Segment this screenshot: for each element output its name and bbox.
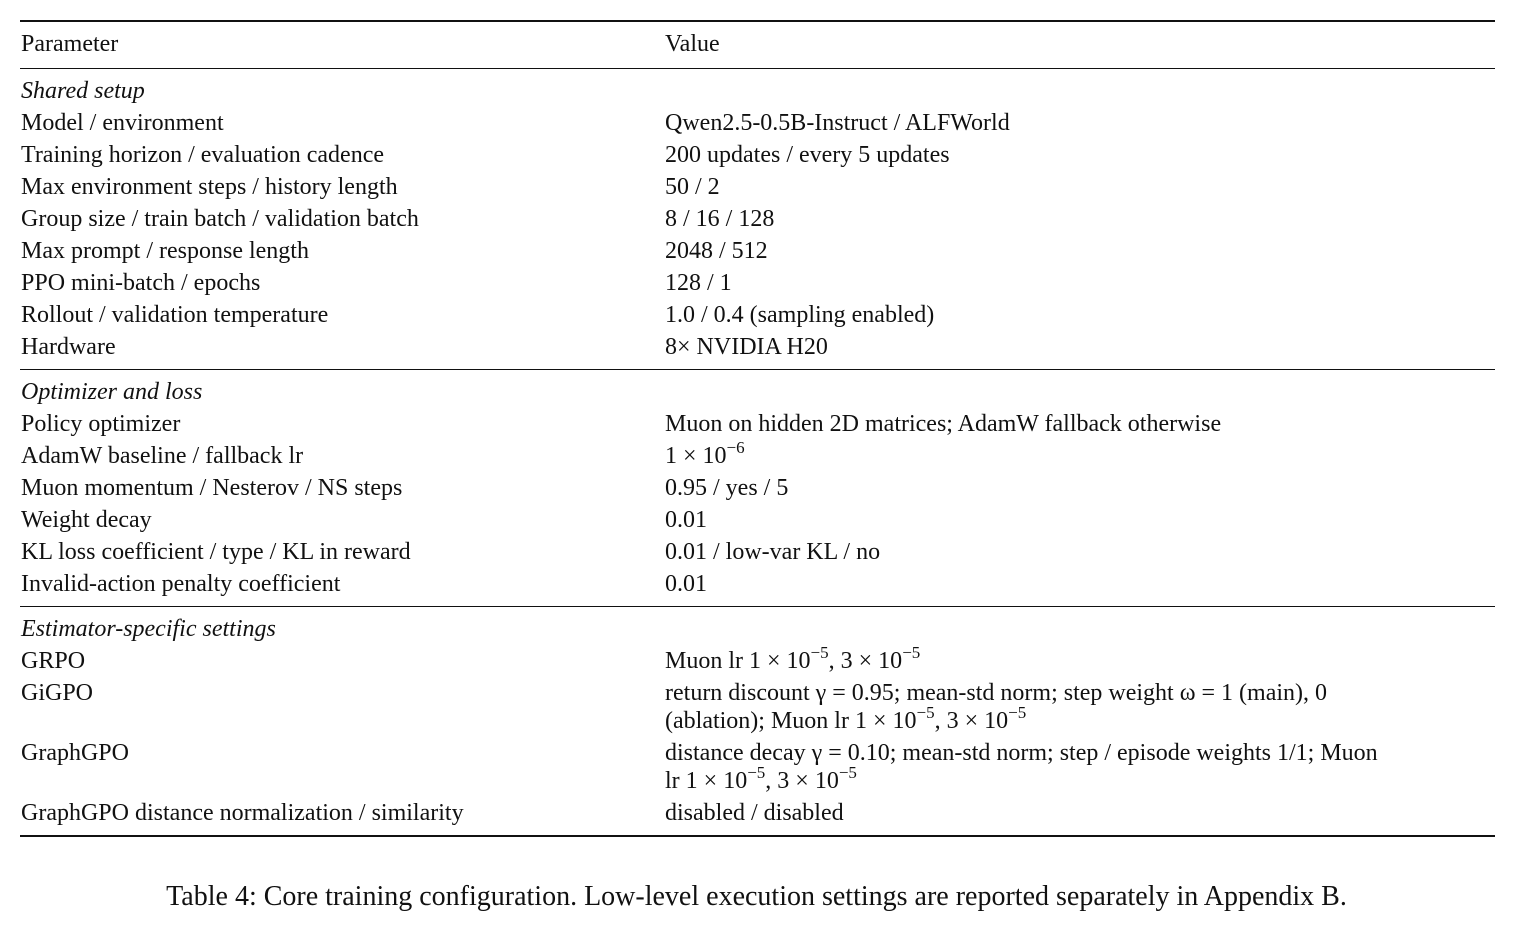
value-text: 1 × 10 bbox=[665, 443, 727, 469]
param-cell: GraphGPO distance normalization / similarity bbox=[21, 800, 464, 826]
param-cell: Rollout / validation temperature bbox=[21, 302, 329, 328]
table-row bbox=[20, 536, 1495, 568]
table-row bbox=[20, 645, 1495, 677]
section-title: Optimizer and loss bbox=[21, 379, 203, 405]
value-cell: 200 updates / every 5 updates bbox=[665, 142, 950, 168]
value-cell bbox=[664, 737, 1495, 797]
section-title: Shared setup bbox=[21, 78, 145, 104]
param-cell: PPO mini-batch / epochs bbox=[21, 270, 261, 296]
param-cell: Policy optimizer bbox=[21, 411, 181, 437]
config-table-container bbox=[20, 20, 1495, 837]
param-cell: Max prompt / response length bbox=[21, 238, 309, 264]
table-row bbox=[20, 408, 1495, 440]
section-title-row bbox=[20, 370, 1495, 408]
value-cell: 0.01 bbox=[665, 571, 707, 597]
param-cell: Hardware bbox=[21, 334, 116, 360]
value-cell bbox=[664, 645, 1495, 677]
value-cell: 0.95 / yes / 5 bbox=[665, 475, 789, 501]
table-row bbox=[20, 331, 1495, 370]
value-cell bbox=[664, 440, 1495, 472]
value-text: (ablation); Muon lr 1 × 10 bbox=[665, 708, 917, 734]
table-row bbox=[20, 472, 1495, 504]
table-row bbox=[20, 235, 1495, 267]
value-exponent: −5 bbox=[747, 763, 766, 782]
header-row bbox=[20, 22, 1495, 69]
value-cell: Muon on hidden 2D matrices; AdamW fallback otherwise bbox=[665, 411, 1222, 437]
table-row bbox=[20, 139, 1495, 171]
param-cell: Max environment steps / history length bbox=[21, 174, 398, 200]
param-cell: Weight decay bbox=[21, 507, 152, 533]
config-table bbox=[20, 20, 1495, 837]
value-cell: 50 / 2 bbox=[665, 174, 720, 200]
value-exponent: −5 bbox=[1008, 703, 1027, 722]
value-exponent: −5 bbox=[902, 643, 921, 662]
value-cell: 1.0 / 0.4 (sampling enabled) bbox=[665, 302, 935, 328]
param-cell: GraphGPO bbox=[21, 740, 129, 766]
table-row bbox=[20, 440, 1495, 472]
value-cell bbox=[664, 677, 1495, 737]
param-cell: Muon momentum / Nesterov / NS steps bbox=[21, 475, 403, 501]
value-exponent: −6 bbox=[726, 438, 745, 457]
header-value: Value bbox=[665, 31, 720, 57]
value-line: distance decay γ = 0.10; mean-std norm; step / episode weights 1/1; Muon bbox=[665, 740, 1378, 766]
value-line: return discount γ = 0.95; mean-std norm; step weight ω = 1 (main), 0 bbox=[665, 680, 1328, 706]
value-cell: 0.01 bbox=[665, 507, 707, 533]
param-cell: Training horizon / evaluation cadence bbox=[21, 142, 384, 168]
value-exponent: −5 bbox=[810, 643, 829, 662]
value-exponent: −5 bbox=[838, 763, 857, 782]
table-row bbox=[20, 568, 1495, 607]
value-text: , 3 × 10 bbox=[934, 708, 1009, 734]
value-cell: 8 / 16 / 128 bbox=[665, 206, 775, 232]
table-row bbox=[20, 677, 1495, 737]
value-line bbox=[665, 763, 1495, 795]
value-exponent: −5 bbox=[916, 703, 935, 722]
table-row bbox=[20, 107, 1495, 139]
value-text: , 3 × 10 bbox=[828, 648, 903, 674]
value-cell: 8× NVIDIA H20 bbox=[665, 334, 828, 360]
param-cell: GRPO bbox=[21, 648, 86, 674]
table-caption: Table 4: Core training configuration. Low-level execution settings are reported separately in Appendix B. bbox=[166, 881, 1347, 912]
section-title-row bbox=[20, 607, 1495, 645]
value-text: Muon lr 1 × 10 bbox=[665, 648, 811, 674]
table-row bbox=[20, 737, 1495, 797]
param-cell: GiGPO bbox=[21, 680, 94, 706]
table-row bbox=[20, 171, 1495, 203]
table-row bbox=[20, 267, 1495, 299]
section-title-row bbox=[20, 69, 1495, 107]
param-cell: Group size / train batch / validation batch bbox=[21, 206, 419, 232]
header-parameter: Parameter bbox=[21, 31, 119, 57]
table-row bbox=[20, 299, 1495, 331]
table-row bbox=[20, 203, 1495, 235]
value-cell: 2048 / 512 bbox=[665, 238, 768, 264]
param-cell: KL loss coefficient / type / KL in reward bbox=[21, 539, 411, 565]
value-cell: disabled / disabled bbox=[665, 800, 844, 826]
value-cell: Qwen2.5-0.5B-Instruct / ALFWorld bbox=[665, 110, 1010, 136]
table-row bbox=[20, 504, 1495, 536]
value-text: lr 1 × 10 bbox=[665, 768, 748, 794]
section-title: Estimator-specific settings bbox=[21, 616, 276, 642]
value-text: , 3 × 10 bbox=[765, 768, 839, 794]
bottom-rule bbox=[20, 836, 1495, 837]
param-cell: AdamW baseline / fallback lr bbox=[21, 443, 304, 469]
value-cell: 128 / 1 bbox=[665, 270, 732, 296]
value-line bbox=[665, 703, 1495, 735]
param-cell: Model / environment bbox=[21, 110, 224, 136]
value-cell: 0.01 / low-var KL / no bbox=[665, 539, 881, 565]
table-row bbox=[20, 797, 1495, 836]
param-cell: Invalid-action penalty coefficient bbox=[21, 571, 341, 597]
